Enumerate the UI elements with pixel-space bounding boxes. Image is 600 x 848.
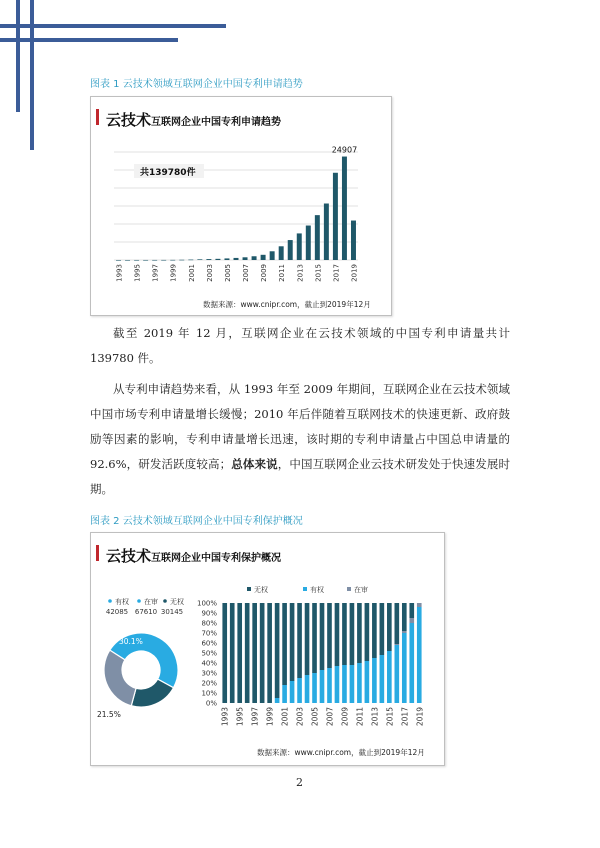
figure2b-bar-valid-2012 (365, 661, 370, 703)
figure2-slice-有权 (104, 650, 136, 706)
figure2b-bar-pending-2016 (394, 644, 399, 645)
figure2-title-big: 云技术 (106, 547, 152, 565)
figure2-panel (90, 532, 445, 766)
page-number: 2 (296, 776, 303, 789)
figure2b-bar-valid-2011 (357, 663, 362, 703)
figure2b-bar-valid-2013 (372, 658, 377, 703)
figure2-legend-有权: 有权 (115, 598, 129, 606)
figure2b-legend-marker-无权 (247, 587, 251, 591)
figure2b-ytick-6: 60% (201, 639, 217, 648)
figure1-tick-1999: 1999 (169, 264, 178, 282)
figure1-total-label: 共139780件 (140, 168, 196, 178)
figure1-title-small: 互联网企业中国专利申请趋势 (151, 117, 282, 128)
figure2-count-有权: 42085 (105, 608, 129, 616)
figure2b-bar-valid-2002 (290, 681, 295, 703)
figure2b-legend-有权: 有权 (310, 586, 324, 594)
figure1-bar-2001 (188, 260, 193, 261)
figure2-legend-marker-在审 (137, 599, 141, 603)
figure2-legend-marker-有权 (108, 599, 112, 603)
figure1-bar-2009 (261, 255, 266, 260)
figure1-bar-1997 (152, 260, 157, 261)
decor-line-vertical-1 (16, 0, 20, 112)
figure1-bar-2018 (342, 157, 347, 260)
figure2b-bar-valid-2000 (275, 698, 280, 703)
figure2b-bar-valid-2017 (402, 633, 407, 703)
figure2b-bar-invalid-1995 (237, 603, 242, 703)
figure2b-bar-valid-2004 (305, 675, 310, 703)
paragraph-2-part-c: ，中国互联网企业云技术研发处于快速发展时期。 (90, 457, 511, 496)
figure1-tick-1995: 1995 (133, 264, 142, 282)
figure2b-bar-pending-2018 (409, 618, 414, 623)
figure2b-bar-invalid-2015 (387, 603, 392, 651)
figure1-data-label: 24907 (331, 145, 358, 155)
figure1-tick-2015: 2015 (314, 264, 323, 282)
figure2b-bar-invalid-2018 (409, 603, 414, 618)
figure2b-bar-valid-2003 (297, 678, 302, 703)
figure2b-bar-invalid-2009 (342, 603, 347, 665)
figure1-bar-1996 (143, 260, 148, 261)
figure2b-ytick-8: 80% (201, 619, 217, 628)
figure2-legend-无权: 无权 (170, 598, 184, 606)
figure2b-legend-无权: 无权 (254, 586, 268, 594)
figure1-bar-2011 (279, 246, 284, 260)
figure2b-bar-invalid-2008 (335, 603, 340, 666)
figure2b-ytick-3: 30% (201, 669, 217, 678)
figure1-bar-1993 (116, 260, 121, 261)
figure2b-tick-2011: 2011 (355, 707, 365, 727)
figure1-tick-1997: 1997 (151, 264, 160, 282)
figure2b-bar-invalid-2016 (394, 603, 399, 644)
figure2b-bar-invalid-2004 (305, 603, 310, 675)
figure1-tick-2013: 2013 (296, 264, 305, 282)
figure1-bar-2004 (215, 259, 220, 260)
figure2-title-accent (96, 545, 99, 561)
figure2b-bar-invalid-1996 (245, 603, 250, 703)
paragraph-2-text (90, 377, 510, 502)
paragraph-1 (90, 321, 510, 371)
figure1-bar-2013 (297, 233, 302, 260)
figure2b-bar-valid-2015 (387, 651, 392, 703)
paragraph-2-emphasis: 总体来说 (231, 457, 278, 471)
figure2b-legend-marker-在审 (347, 587, 351, 591)
figure2b-ytick-7: 70% (201, 629, 217, 638)
figure1-bar-2014 (306, 226, 311, 260)
figure2b-bar-invalid-1997 (252, 603, 257, 703)
figure2b-bar-valid-2016 (394, 645, 399, 703)
figure2b-bar-invalid-1998 (260, 603, 265, 703)
figure2b-ytick-0: 0% (205, 699, 217, 708)
figure1-bar-2012 (288, 240, 293, 260)
figure1-tick-2003: 2003 (205, 264, 214, 282)
figure1-tick-2007: 2007 (242, 264, 251, 282)
figure2b-ytick-10: 100% (197, 599, 217, 608)
paragraph-2 (90, 377, 510, 502)
figure1-bar-1995 (134, 260, 139, 261)
figure1-bar-2010 (270, 251, 275, 260)
figure2b-bar-invalid-1994 (230, 603, 235, 703)
figure2b-tick-2005: 2005 (310, 707, 320, 727)
figure1-caption: 图表 1 云技术领域互联网企业中国专利申请趋势 (90, 79, 303, 90)
figure1-bar-2000 (179, 260, 184, 261)
figure1-bar-1994 (125, 260, 130, 261)
figure1-bar-2016 (324, 204, 329, 260)
decor-line-horizontal-2 (0, 38, 178, 42)
figure2b-bar-invalid-2017 (402, 603, 407, 631)
figure2b-bar-invalid-2000 (275, 603, 280, 698)
figure1-title (106, 109, 281, 130)
figure2b-bar-invalid-2005 (312, 603, 317, 673)
figure2b-legend-在审: 在审 (354, 586, 368, 594)
figure1-bar-1999 (170, 260, 175, 261)
figure2b-bar-valid-2014 (380, 655, 385, 703)
figure1-bar-2007 (243, 257, 248, 260)
figure1-tick-2001: 2001 (187, 264, 196, 282)
figure2b-bar-valid-2010 (350, 665, 355, 703)
figure2-legend-在审: 在审 (144, 598, 158, 606)
figure1-tick-2019: 2019 (350, 264, 359, 282)
figure2b-ytick-1: 10% (201, 689, 217, 698)
figure2b-tick-2019: 2019 (415, 707, 425, 727)
figure2-count-无权: 30145 (160, 608, 184, 616)
figure2b-bar-valid-2008 (335, 666, 340, 703)
figure1-source: 数据来源：www.cnipr.com，截止到2019年12月 (203, 300, 371, 309)
figure1-title-accent (96, 109, 99, 125)
figure2-title (106, 545, 281, 566)
paragraph-2-part-a: 从专利申请趋势来看，从 1993 年至 2009 年期间，互联网企业在云技术领域中国市场专利申请量增长缓慢；2010 年后伴随着互联网技术的快速更新、政府鼓励等因素的影响，专利申请量增长迅速，该时期的专利申请量占中国总申请量的 92.6%，研发活跃度较高； (90, 382, 510, 471)
figure2-source: 数据来源：www.cnipr.com，截止到2019年12月 (257, 748, 425, 757)
figure1-bar-chart (96, 142, 386, 292)
figure2b-bar-valid-2007 (327, 668, 332, 703)
figure2b-tick-2003: 2003 (295, 707, 305, 727)
figure2b-bar-invalid-2006 (320, 603, 325, 670)
paragraph-1-text: 截至 2019 年 12 月，互联网企业在云技术领域的中国专利申请量共计 139780 件。 (90, 326, 510, 365)
figure2b-bar-invalid-2012 (365, 603, 370, 661)
figure2b-bar-invalid-2013 (372, 603, 377, 658)
figure2b-tick-1995: 1995 (235, 707, 245, 727)
figure1-tick-2017: 2017 (332, 264, 341, 282)
figure2-slice-label-在审: 49.5% (151, 704, 175, 713)
figure2b-tick-2007: 2007 (325, 707, 335, 727)
figure2-donut-chart (93, 595, 193, 725)
figure2b-bar-valid-2005 (312, 673, 317, 703)
figure2b-ytick-9: 90% (201, 609, 217, 618)
figure2b-tick-2009: 2009 (340, 707, 350, 727)
figure2b-bar-invalid-2002 (290, 603, 295, 681)
decor-line-horizontal-1 (0, 24, 226, 28)
figure1-bar-2006 (234, 258, 239, 260)
figure2-legend-marker-无权 (163, 599, 167, 603)
figure2b-ytick-4: 40% (201, 659, 217, 668)
figure1-tick-2011: 2011 (278, 264, 287, 282)
figure2b-bar-valid-2006 (320, 670, 325, 703)
figure2b-tick-2013: 2013 (370, 707, 380, 727)
figure2b-bar-valid-2009 (342, 665, 347, 703)
figure1-title-big: 云技术 (106, 111, 152, 129)
figure2b-tick-2015: 2015 (385, 707, 395, 727)
figure2b-bar-pending-2017 (402, 631, 407, 633)
figure2-title-small: 互联网企业中国专利保护概况 (151, 553, 282, 564)
figure2-slice-label-有权: 30.1% (119, 637, 143, 646)
figure1-bar-1998 (161, 260, 166, 261)
figure2b-bar-invalid-2011 (357, 603, 362, 663)
figure1-panel (90, 96, 392, 316)
figure2b-bar-invalid-1993 (222, 603, 227, 703)
figure2b-bar-valid-2001 (282, 685, 287, 703)
figure1-bar-2019 (351, 221, 356, 260)
figure1-tick-2009: 2009 (260, 264, 269, 282)
figure1-bar-2002 (197, 259, 202, 260)
figure1-bar-2017 (333, 173, 338, 260)
figure2-caption: 图表 2 云技术领域互联网企业中国专利保护概况 (90, 516, 303, 527)
figure2b-tick-2001: 2001 (280, 707, 290, 727)
figure2b-bar-invalid-2010 (350, 603, 355, 665)
figure2b-bar-valid-2018 (409, 623, 414, 703)
figure1-bar-2003 (206, 259, 211, 260)
figure2-slice-label-无权: 21.5% (97, 710, 121, 719)
figure2b-legend-marker-有权 (303, 587, 307, 591)
figure1-bar-2015 (315, 215, 320, 260)
figure2b-tick-1997: 1997 (250, 707, 260, 727)
figure1-bar-2005 (224, 258, 229, 260)
decor-line-vertical-2 (30, 0, 34, 150)
figure2b-tick-1999: 1999 (265, 707, 275, 727)
figure2b-bar-invalid-1999 (267, 603, 272, 703)
figure2b-ytick-2: 20% (201, 679, 217, 688)
figure2b-tick-1993: 1993 (220, 707, 230, 727)
figure2b-bar-valid-2019 (417, 607, 422, 703)
figure2b-bar-invalid-2007 (327, 603, 332, 668)
figure2b-bar-invalid-2003 (297, 603, 302, 678)
figure2b-tick-2017: 2017 (400, 707, 410, 727)
figure2-count-在审: 67610 (134, 608, 158, 616)
figure1-tick-2005: 2005 (223, 264, 232, 282)
figure2b-bar-pending-2019 (417, 603, 422, 607)
figure2b-ytick-5: 50% (201, 649, 217, 658)
figure1-bar-2008 (252, 256, 257, 260)
figure1-tick-1993: 1993 (115, 264, 124, 282)
figure2b-bar-invalid-2014 (380, 603, 385, 655)
figure2b-bar-invalid-2001 (282, 603, 287, 685)
